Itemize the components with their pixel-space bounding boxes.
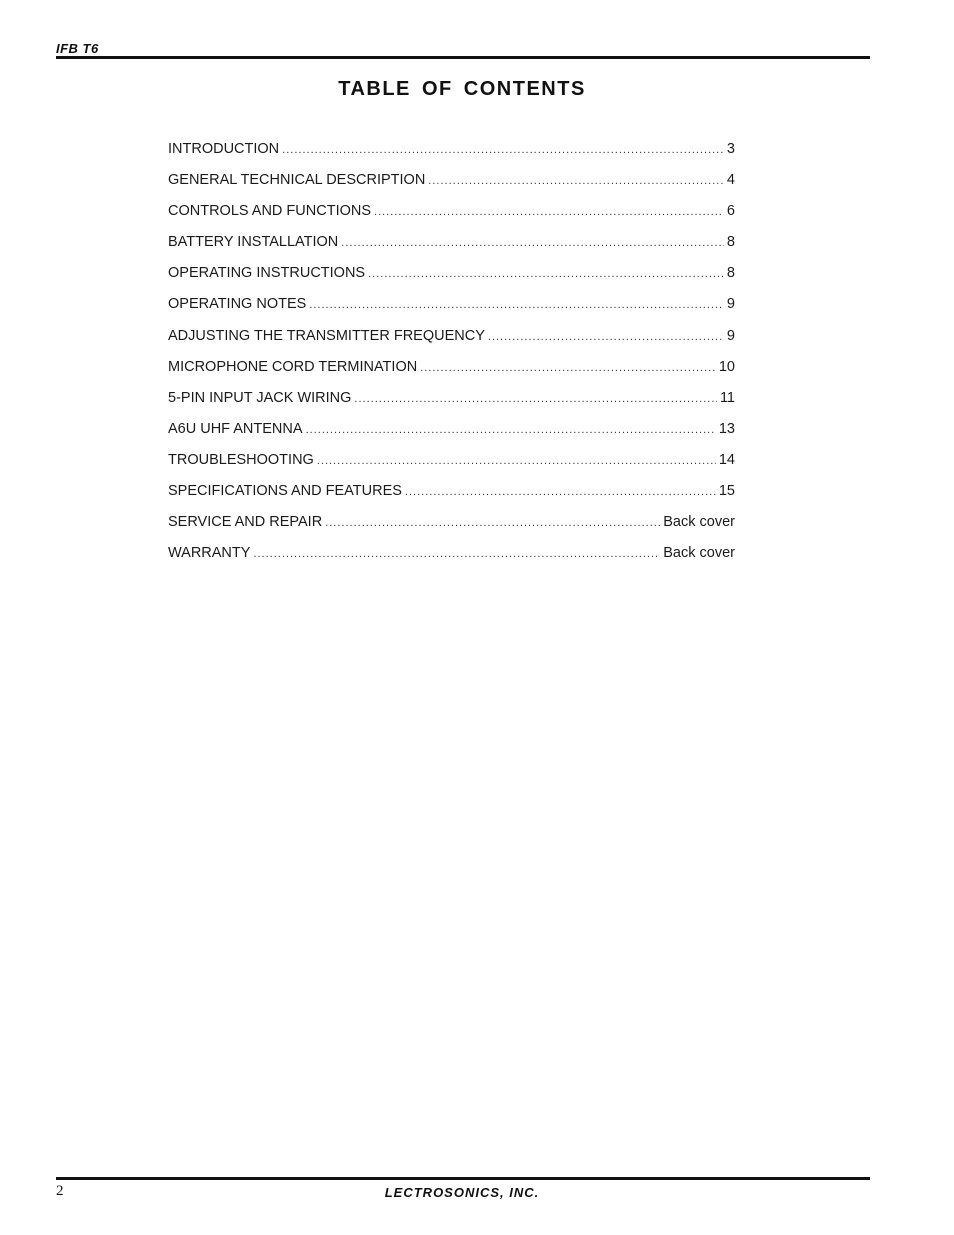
dot-leader xyxy=(317,455,716,467)
toc-entry-title: INTRODUCTION xyxy=(168,141,280,157)
toc-entry-page: 15 xyxy=(718,483,735,500)
toc-entry[interactable] xyxy=(168,203,735,234)
toc-entry-title: SERVICE AND REPAIR xyxy=(168,514,323,531)
dot-leader xyxy=(420,362,716,374)
toc-entry[interactable] xyxy=(168,296,735,327)
toc-entry[interactable] xyxy=(168,514,735,545)
footer-company-name: LECTROSONICS, INC. xyxy=(384,1185,540,1200)
page-title: TABLE OF CONTENTS xyxy=(338,78,586,100)
page-number: 2 xyxy=(56,1183,64,1199)
toc-entry-page: 9 xyxy=(726,327,735,344)
toc-entry[interactable] xyxy=(168,390,735,421)
dot-leader xyxy=(368,268,724,280)
toc-entry[interactable] xyxy=(168,265,735,296)
dot-leader xyxy=(354,393,717,405)
dot-leader xyxy=(309,299,724,311)
toc-entry-title: MICROPHONE CORD TERMINATION xyxy=(168,358,418,375)
toc-entry[interactable] xyxy=(168,234,735,265)
running-header-title: IFB T6 xyxy=(56,41,99,56)
toc-entry[interactable] xyxy=(168,483,735,514)
dot-leader xyxy=(253,548,660,560)
toc-entry[interactable] xyxy=(168,359,735,390)
toc-entry-title: OPERATING NOTES xyxy=(168,296,307,313)
toc-entry[interactable] xyxy=(168,328,735,359)
toc-entry-title: TROUBLESHOOTING xyxy=(168,451,314,468)
dot-leader xyxy=(306,424,716,436)
toc-entry-page: 10 xyxy=(718,358,735,375)
toc-entry[interactable] xyxy=(168,141,735,172)
toc-entry-page: 6 xyxy=(726,203,735,220)
toc-entry-page: 14 xyxy=(718,451,735,468)
toc-entry[interactable] xyxy=(168,421,735,452)
toc-entry-page: 8 xyxy=(726,234,735,251)
table-of-contents xyxy=(168,141,735,576)
toc-entry-title: ADJUSTING THE TRANSMITTER FREQUENCY xyxy=(168,327,485,344)
toc-entry-page: 8 xyxy=(726,265,735,282)
dot-leader xyxy=(428,175,724,187)
footer-divider xyxy=(56,1177,870,1180)
toc-entry-page: 11 xyxy=(719,389,735,406)
dot-leader xyxy=(405,486,716,498)
toc-entry-page: 4 xyxy=(726,172,735,189)
toc-entry-page: 9 xyxy=(726,296,735,313)
dot-leader xyxy=(374,206,724,218)
toc-entry[interactable] xyxy=(168,172,735,203)
header-divider xyxy=(56,56,870,59)
dot-leader xyxy=(488,331,724,343)
toc-entry-title: SPECIFICATIONS AND FEATURES xyxy=(168,483,402,500)
toc-entry-title: 5-PIN INPUT JACK WIRING xyxy=(168,389,352,406)
toc-entry-page: 3 xyxy=(726,141,735,157)
toc-entry-page: Back cover xyxy=(663,514,735,531)
toc-entry-title: CONTROLS AND FUNCTIONS xyxy=(168,203,372,220)
toc-entry-title: A6U UHF ANTENNA xyxy=(168,420,303,437)
toc-entry-title: OPERATING INSTRUCTIONS xyxy=(168,265,366,282)
toc-entry[interactable] xyxy=(168,545,735,576)
toc-entry[interactable] xyxy=(168,452,735,483)
toc-entry-page: Back cover xyxy=(663,545,735,562)
toc-entry-title: BATTERY INSTALLATION xyxy=(168,234,339,251)
dot-leader xyxy=(341,237,724,249)
toc-entry-page: 13 xyxy=(718,420,735,437)
toc-entry-title: GENERAL TECHNICAL DESCRIPTION xyxy=(168,172,426,189)
toc-entry-title: WARRANTY xyxy=(168,545,251,562)
dot-leader xyxy=(282,144,724,156)
dot-leader xyxy=(325,517,660,529)
